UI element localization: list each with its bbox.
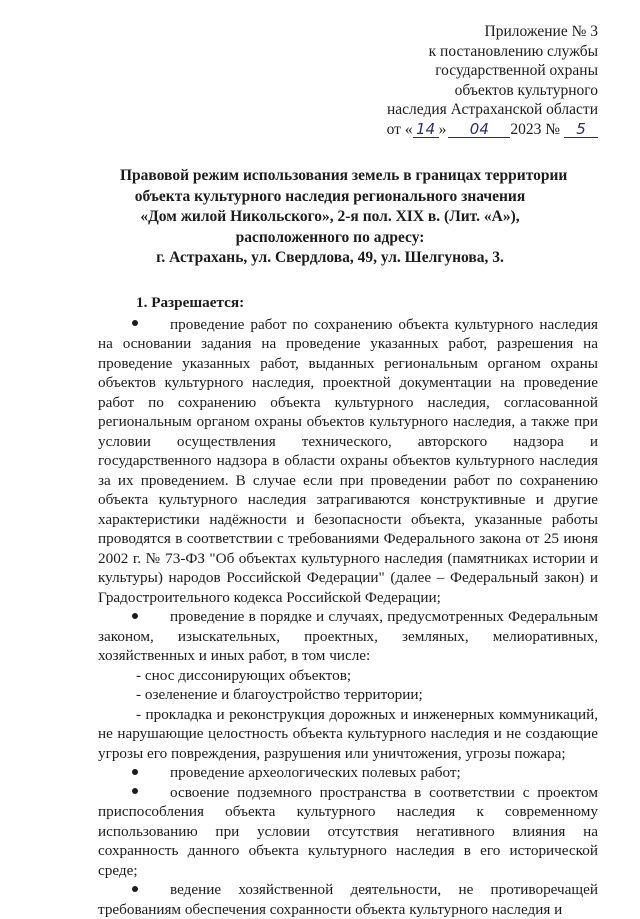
dash-item-2: - озеленение и благоустройство территории;	[136, 686, 423, 703]
title-line-5: г. Астрахань, ул. Свердлова, 49, ул. Шелгунова, 3.	[156, 249, 504, 266]
bullet-icon	[98, 607, 170, 627]
date-year: 2023 №	[510, 120, 560, 138]
date-day-handwritten: 14	[413, 121, 439, 138]
appendix-date-line	[387, 120, 598, 140]
date-mid: »	[438, 120, 447, 138]
title-line-4: расположенного по адресу:	[235, 228, 425, 246]
section-heading: 1. Разрешается:	[136, 294, 245, 311]
bullet-paragraph-3: проведение археологических полевых работ;	[98, 763, 598, 783]
appendix-line-4: объектов культурного	[454, 81, 598, 99]
appendix-line-2: к постановлению службы	[428, 42, 598, 60]
document-title	[120, 166, 568, 269]
date-month-handwritten: 04	[448, 121, 510, 138]
decree-number-handwritten: 5	[564, 121, 598, 138]
date-prefix: от «	[386, 120, 413, 138]
title-line-2: объекта культурного наследия регионального значения	[134, 187, 526, 205]
appendix-line-5: наследия Астраханской области	[386, 101, 598, 119]
title-line-1: Правовой режим использования земель в границах территории	[120, 167, 568, 184]
dash-item-3: - прокладка и реконструкция дорожных и инженерных коммуникаций, не нарушающие целостность объекта культурного наследия и не создающие угрозы его повреждения, разрушения или уничтожения, угрозы пожара;	[98, 705, 598, 762]
title-line-3: «Дом жилой Никольского», 2-я пол. XIX в. (Лит. «А»),	[140, 208, 520, 225]
appendix-line-3: государственной охраны	[435, 62, 598, 80]
bullet-paragraph-2: проведение в порядке и случаях, предусмотренных Федеральным законом, изыскательных, проектных, земляных, мелиоративных, хозяйственных и иных работ, в том числе:	[98, 608, 598, 664]
bullet-icon	[98, 315, 170, 335]
bullet-paragraph-1: проведение работ по сохранению объекта культурного наследия на основании задания на проведение указанных работ, разрешения на проведение указанных работ, выданных региональным органом охраны объектов культурного наследия, проектной документации на проведение работ по сохранению объекта культурного наследия, согласованной региональным органом охраны объектов культурного наследия, а также при условии осуществления технического, авторского надзора и государственного надзора в области охраны объектов культурного наследия за их проведением. В случае если при проведении работ по сохранению объекта культурного наследия затрагиваются конструктивные и другие характеристики надёжности и безопасности объекта, указанные работы проводятся в соответствии с требованиями Федерального закона от 25 июня 2002 г. № 73-ФЗ "Об объектах культурного наследия (памятниках истории и культуры) народов Российской Федерации" (далее – Федеральный закон) и Градостроительного кодекса Российской Федерации;	[98, 315, 598, 606]
bullet-paragraph-5: ведение хозяйственной деятельности, не противоречащей требованиям обеспечения сохранности объекта культурного наследия и	[98, 881, 598, 918]
appendix-line-1: Приложение № 3	[484, 23, 598, 40]
bullet-icon	[98, 763, 170, 783]
dash-item-1: - снос диссонирующих объектов;	[136, 666, 352, 684]
document-body	[98, 293, 598, 919]
bullet-icon	[98, 880, 170, 900]
appendix-block	[387, 22, 598, 140]
bullet-paragraph-4: освоение подземного пространства в соответствии с проектом приспособления объекта культурного наследия к современному использованию при условии отсутствия негативного влияния на сохранность данного объекта культурного наследия в его исторической среде;	[98, 783, 598, 879]
bullet-icon	[98, 783, 170, 803]
